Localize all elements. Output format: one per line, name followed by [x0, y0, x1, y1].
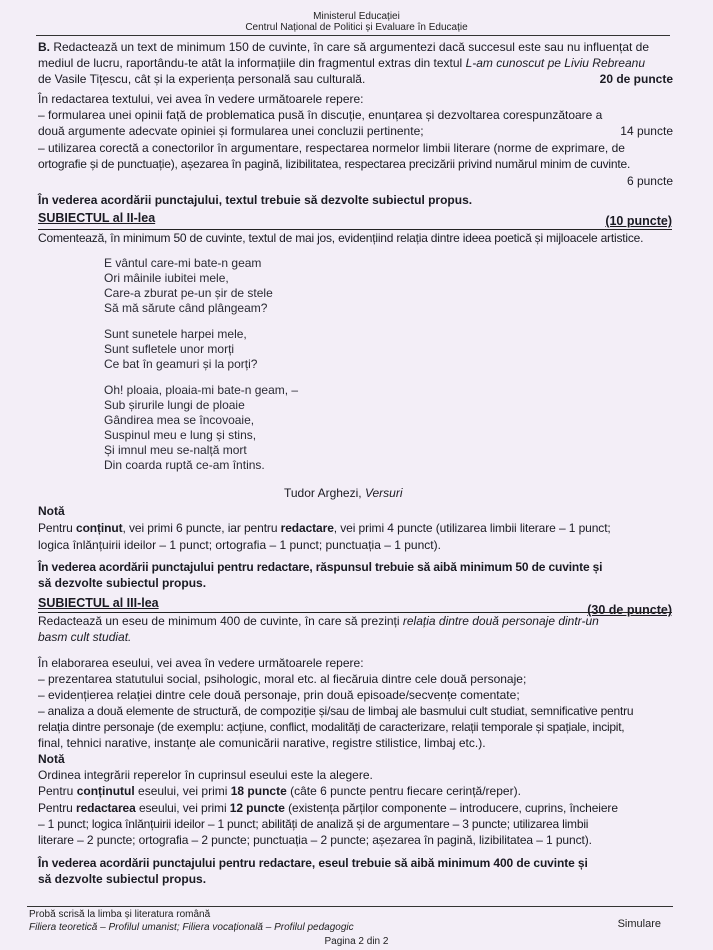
section-b-source-title: L-am cunoscut pe Liviu Rebreanu: [465, 56, 645, 70]
poem-verse: Oh! ploaia, ploaia-mi bate-n geam, –: [104, 383, 299, 397]
subject3-task-line2: basm cult studiat.: [38, 630, 132, 644]
footer-label: Simulare: [617, 918, 661, 930]
subject3-note-line4: – 1 punct; logica înlănțuirii ideilor – 1 punct; abilități de analiză și de argumentare – 3 puncte; utilizarea limbii: [38, 817, 589, 831]
poem-verse: Care-a zburat pe-un șir de stele: [104, 286, 273, 300]
footer-track: Filiera teoretică – Profilul umanist; Filiera vocațională – Profilul pedagogic: [29, 922, 354, 933]
section-b-task-line1: B. Redactează un text de minimum 150 de cuvinte, în care să argumentezi dacă succesul este sau nu influențat de: [38, 40, 650, 54]
poem-verse: E vântul care-mi bate-n geam: [104, 256, 262, 270]
footer-exam-name: Probă scrisă la limba și literatura română: [29, 909, 211, 920]
header-center: Centrul Național de Politici și Evaluare în Educație: [245, 22, 468, 33]
subject3-note-line1: Ordinea integrării reperelor în cuprinsul eseului este la alegere.: [38, 768, 373, 782]
subject3-item2: – evidențierea relației dintre cele două personaje, prin două episoade/secvențe comentate;: [38, 688, 520, 702]
subject2-task: Comentează, în minimum 50 de cuvinte, textul de mai jos, evidențiind relația dintre ideea poetică și mijloacele artistice.: [38, 231, 644, 245]
poem-verse: Gândirea mea se încovoaie,: [104, 413, 255, 427]
subject2-note-title: Notă: [38, 504, 65, 518]
subject2-note-line1: Pentru conținut, vei primi 6 puncte, iar pentru redactare, vei primi 4 puncte (utilizarea limbii literare – 1 punct;: [38, 521, 611, 535]
section-b-task-line2: mediul de lucru, raportându-te atât la informațiile din fragmentul extras din textul L-am cunoscut pe Liviu Rebreanu: [38, 56, 645, 70]
section-b-points: 20 de puncte: [599, 72, 673, 86]
section-b-item2-points: 6 puncte: [626, 174, 673, 188]
subject3-item3-line2: relația dintre personaje (de exemplu: acțiune, conflict, modalități de caracterizare, relații temporale și spațiale, incipit,: [38, 720, 625, 734]
subject3-task-line1: Redactează un eseu de minimum 400 de cuvinte, în care să prezinți relația dintre două personaje dintr-un: [38, 614, 599, 628]
footer-page-number: Pagina 2 din 2: [324, 936, 389, 947]
section-b-item1-points: 14 puncte: [620, 124, 673, 138]
subject2-note-line2: logica înlănțuirii ideilor – 1 punct; ortografia – 1 punct; punctuația – 1 punct).: [38, 538, 441, 552]
footer-divider: [27, 906, 673, 907]
section-b-item1-line2: două argumente adecvate opiniei și formularea unei concluzii pertinente;: [38, 124, 424, 138]
subject3-item3-line1: – analiza a două elemente de structură, de compoziție și/sau de limbaj ale basmului cult studiat, semnificative pentru: [38, 704, 634, 718]
poem-verse: Ori mâinile iubitei mele,: [104, 271, 229, 285]
poem-stanza-3: [104, 383, 298, 473]
subject3-note-line3: Pentru redactarea eseului, vei primi 12 puncte (existența părților componente – introducere, cuprins, încheiere: [38, 801, 618, 815]
poem-stanza-2: [104, 327, 257, 372]
poem-attribution: [284, 486, 403, 500]
subject3-item1: – prezentarea statutului social, psihologic, moral etc. al fiecăruia dintre cele două personaje;: [38, 672, 527, 686]
subject3-note-line5: literare – 2 puncte; ortografia – 2 puncte; punctuația – 2 puncte; așezarea în pagină, lizibilitatea – 1 punct).: [38, 833, 592, 847]
poem-verse: Sunt sunetele harpei mele,: [104, 327, 247, 341]
section-b-task-line3: de Vasile Tițescu, cât și la experiența personală sau culturală.: [38, 72, 366, 86]
poem-author: Tudor Arghezi,: [284, 486, 362, 500]
subject3-note-line2: Pentru conținutul eseului, vei primi 18 puncte (câte 6 puncte pentru fiecare cerință/reper).: [38, 784, 521, 798]
subject2-emphasis-line2: să dezvolte subiectul propus.: [38, 576, 207, 590]
poem-verse: Să mă sărute când plângeam?: [104, 301, 268, 315]
subject3-points: (30 de puncte): [587, 603, 672, 617]
poem-verse: Ce bat în geamuri și la porți?: [104, 357, 258, 371]
poem-verse: Și imnul meu se-nalță mort: [104, 443, 247, 457]
poem-stanza-1: [104, 256, 273, 316]
subject2-emphasis-line1: În vederea acordării punctajului pentru redactare, răspunsul trebuie să aibă minimum 50 de cuvinte și: [38, 560, 603, 574]
section-b-item1-line1: – formularea unei opinii față de problematica pusă în discuție, enunțarea și dezvoltarea corespunzătoare a: [38, 108, 603, 122]
subject3-note-title: Notă: [38, 752, 65, 766]
subject3-emphasis-line1: În vederea acordării punctajului pentru redactare, eseul trebuie să aibă minimum 400 de cuvinte și: [38, 856, 588, 870]
poem-verse: Suspinul meu e lung și stins,: [104, 428, 257, 442]
subject2-title: SUBIECTUL al II-lea: [38, 211, 156, 225]
subject3-emphasis-line2: să dezvolte subiectul propus.: [38, 872, 207, 886]
section-b-note: În vederea acordării punctajului, textul trebuie să dezvolte subiectul propus.: [38, 193, 473, 207]
section-b-item2-line2: ortografie și de punctuație), așezarea în pagină, lizibilitatea, respectarea precizării privind numărul minim de cuvinte.: [38, 157, 631, 171]
poem-verse: Sub șirurile lungi de ploaie: [104, 398, 245, 412]
subject3-title: SUBIECTUL al III-lea: [38, 596, 159, 610]
poem-work: Versuri: [364, 486, 403, 500]
subject3-item3-line3: final, tehnici narative, instanțe ale comunicării narative, registre stilistice, limbaj etc.).: [38, 736, 486, 750]
subject2-points: (10 puncte): [605, 214, 672, 228]
header-divider: [36, 35, 670, 36]
section-b-label: B.: [38, 40, 50, 54]
section-b-intro: În redactarea textului, vei avea în vedere următoarele repere:: [38, 92, 364, 106]
section-b-item2-line1: – utilizarea corectă a conectorilor în argumentare, respectarea normelor limbii literare (norme de exprimare, de: [38, 141, 625, 155]
subject2-rule: [38, 229, 672, 230]
subject3-intro: În elaborarea eseului, vei avea în vedere următoarele repere:: [38, 656, 364, 670]
poem-verse: Din coarda ruptă ce-am întins.: [104, 458, 265, 472]
poem-verse: Sunt sufletele unor morți: [104, 342, 235, 356]
header-ministry: Ministerul Educației: [313, 11, 400, 22]
subject3-rule: [38, 612, 672, 613]
